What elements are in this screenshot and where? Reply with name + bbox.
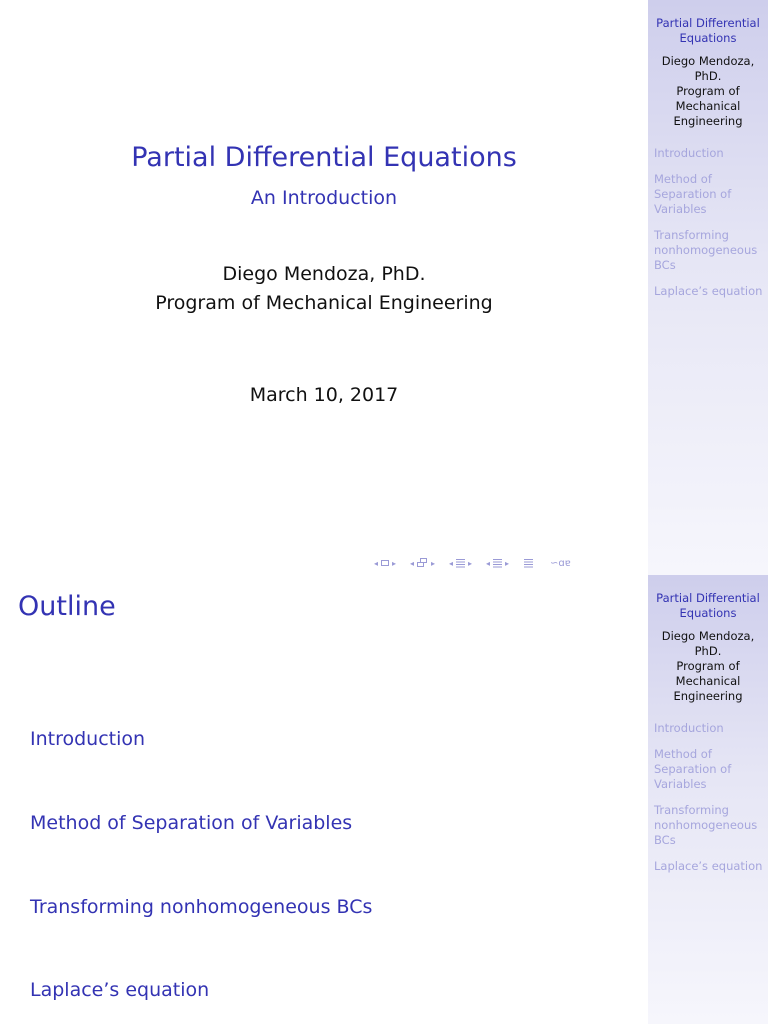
prev-section-arrow-icon[interactable]: ◂: [485, 558, 490, 568]
sidebar-item-label: Method of: [654, 747, 712, 761]
sidebar-author-line: Engineering: [673, 689, 743, 703]
presentation-title: Partial Differential Equations: [131, 142, 517, 173]
sidebar-author: [652, 54, 764, 129]
sidebar-item-label: Introduction: [654, 146, 724, 160]
sidebar-item-label: Transforming: [654, 803, 729, 817]
sidebar-item-separation-of-variables[interactable]: [654, 172, 768, 217]
outline-title: Outline: [18, 591, 116, 622]
sidebar-item-introduction[interactable]: [654, 146, 768, 161]
author-name: Diego Mendoza, PhD.: [222, 263, 426, 285]
sidebar-author-line: Engineering: [673, 114, 743, 128]
sidebar-item-label: Introduction: [654, 721, 724, 735]
sidebar-title[interactable]: Partial Differential Equations: [656, 16, 760, 45]
sidebar-item-label: Separation of: [654, 762, 732, 776]
sidebar-author-line: Diego Mendoza,: [661, 54, 755, 68]
outline-item-separation-of-variables[interactable]: Method of Separation of Variables: [30, 812, 353, 834]
sidebar-nav: [648, 721, 768, 874]
next-frame-arrow-icon[interactable]: ▸: [430, 558, 435, 568]
slide-icon[interactable]: [381, 560, 389, 566]
sidebar-item-nonhomogeneous-bcs[interactable]: [654, 803, 768, 848]
slide-main: [0, 0, 648, 575]
sidebar: [648, 0, 768, 575]
sidebar-item-introduction[interactable]: [654, 721, 768, 736]
next-slide-arrow-icon[interactable]: ▸: [391, 558, 396, 568]
sidebar-author-line: Mechanical: [675, 674, 741, 688]
sidebar-title[interactable]: Partial Differential Equations: [656, 591, 760, 620]
sidebar-item-label: BCs: [654, 258, 676, 272]
document-icon[interactable]: [524, 559, 533, 568]
sidebar-author-line: Program of: [676, 659, 740, 673]
next-section-arrow-icon[interactable]: ▸: [504, 558, 509, 568]
sidebar-author-line: PhD.: [694, 644, 722, 658]
sidebar-author-line: PhD.: [694, 69, 722, 83]
sidebar-item-label: Variables: [654, 777, 707, 791]
sidebar-item-label: Variables: [654, 202, 707, 216]
sidebar-item-laplace[interactable]: [654, 284, 768, 299]
sidebar-author-line: Diego Mendoza,: [661, 629, 755, 643]
sidebar-item-label: Separation of: [654, 187, 732, 201]
next-subsection-arrow-icon[interactable]: ▸: [467, 558, 472, 568]
sidebar-item-label: nonhomogeneous: [654, 818, 758, 832]
section-icon[interactable]: [493, 559, 502, 568]
frame-icon[interactable]: [417, 558, 428, 568]
sidebar-author: [652, 629, 764, 704]
sidebar-author-line: Program of: [676, 84, 740, 98]
author-block: [0, 260, 648, 318]
sidebar-item-separation-of-variables[interactable]: [654, 747, 768, 792]
sidebar-item-label: nonhomogeneous: [654, 243, 758, 257]
sidebar-item-label: Method of: [654, 172, 712, 186]
search-zoom-icons[interactable]: ∽ɑɐ: [550, 557, 571, 569]
outline-item-nonhomogeneous-bcs[interactable]: Transforming nonhomogeneous BCs: [30, 896, 373, 918]
sidebar-author-line: Mechanical: [675, 99, 741, 113]
sidebar: [648, 575, 768, 1024]
outline-slide: [0, 575, 768, 1024]
presentation-subtitle: An Introduction: [250, 187, 398, 209]
sidebar-item-label: BCs: [654, 833, 676, 847]
slide-main: [0, 575, 648, 1024]
sidebar-item-label: Laplace’s equation: [654, 859, 763, 873]
presentation-date: March 10, 2017: [249, 384, 399, 406]
prev-subsection-arrow-icon[interactable]: ◂: [448, 558, 453, 568]
subsection-icon[interactable]: [456, 559, 465, 568]
author-institute: Program of Mechanical Engineering: [155, 292, 493, 314]
sidebar-item-label: Transforming: [654, 228, 729, 242]
sidebar-item-label: Laplace’s equation: [654, 284, 763, 298]
prev-slide-arrow-icon[interactable]: ◂: [373, 558, 378, 568]
sidebar-item-laplace[interactable]: [654, 859, 768, 874]
prev-frame-arrow-icon[interactable]: ◂: [409, 558, 414, 568]
beamer-navigation-symbols: [372, 556, 571, 570]
sidebar-nav: [648, 146, 768, 299]
sidebar-item-nonhomogeneous-bcs[interactable]: [654, 228, 768, 273]
outline-item-introduction[interactable]: Introduction: [30, 728, 146, 750]
outline-item-laplace[interactable]: Laplace’s equation: [30, 979, 210, 1001]
